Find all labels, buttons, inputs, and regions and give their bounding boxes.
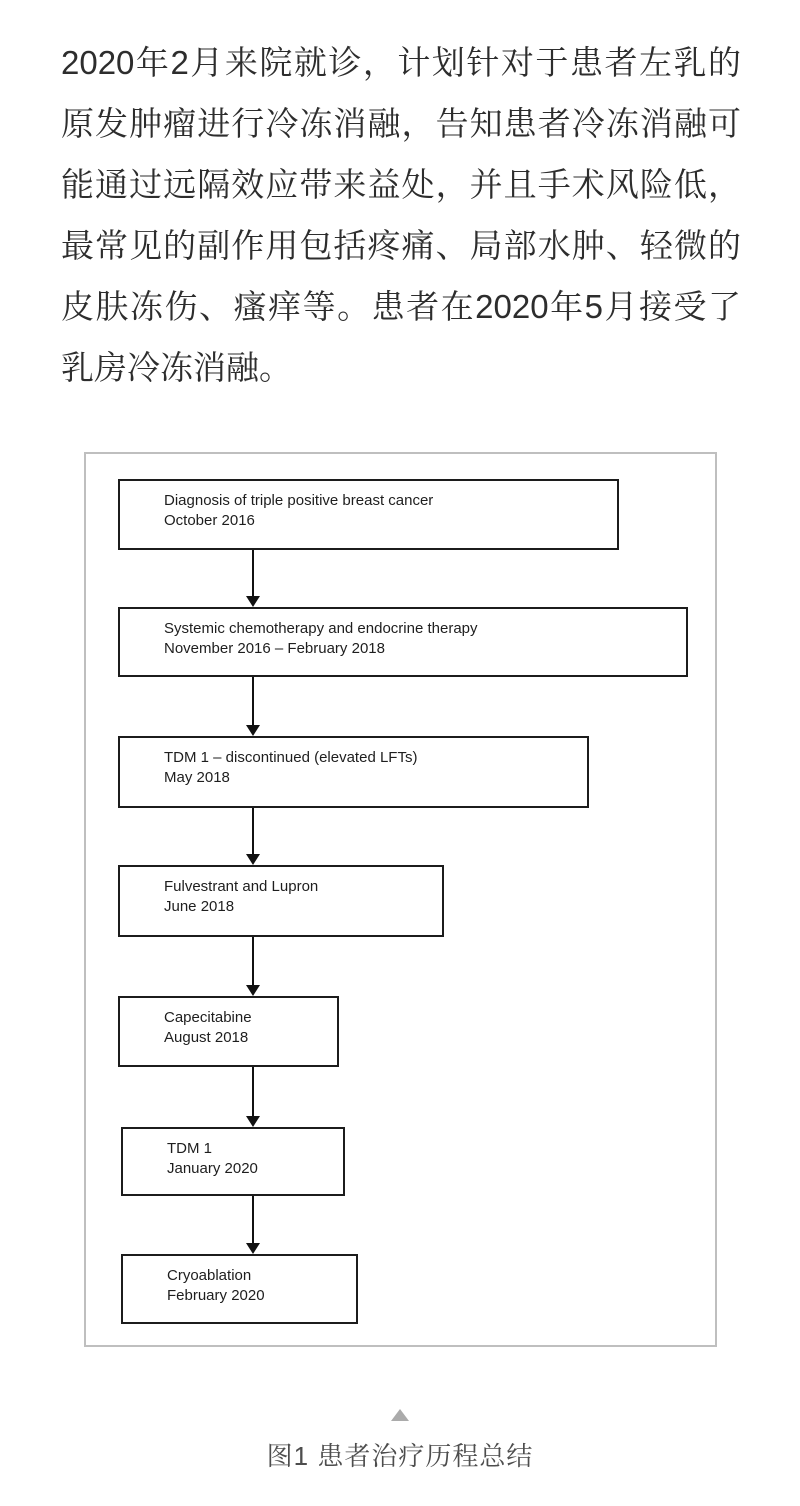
flow-step-date: June 2018 <box>164 898 235 915</box>
down-arrow-icon <box>246 677 260 736</box>
flow-step-label: TDM 1 <box>167 1140 212 1157</box>
flow-step-label: Cryoablation <box>167 1267 252 1284</box>
flow-step-date: October 2016 <box>164 512 255 529</box>
treatment-timeline-figure <box>84 452 717 1347</box>
down-arrow-icon <box>246 937 260 996</box>
triangle-up-icon <box>391 1409 409 1421</box>
paragraph-line: 能通过远隔效应带来益处，并且手术风险低， <box>61 166 741 203</box>
flow-step-capecitabine <box>118 996 339 1067</box>
flow-step-label: Diagnosis of triple positive breast cancer <box>164 492 434 509</box>
flow-step-tdm1-discontinued <box>118 736 589 808</box>
down-arrow-icon <box>246 550 260 607</box>
flow-step-fulvestrant-lupron <box>118 865 444 937</box>
flow-step-cryoablation <box>121 1254 358 1324</box>
paragraph-line: 最常见的副作用包括疼痛、局部水肿、轻微的 <box>61 227 741 264</box>
flow-step-chemotherapy <box>118 607 688 677</box>
case-summary-paragraph <box>61 32 741 398</box>
flow-step-date: May 2018 <box>164 769 230 786</box>
paragraph-line: 皮肤冻伤、瘙痒等。患者在2020年5月接受了 <box>61 288 741 325</box>
flow-step-date: February 2020 <box>167 1287 265 1304</box>
paragraph-line: 原发肿瘤进行冷冻消融，告知患者冷冻消融可 <box>61 105 741 142</box>
down-arrow-icon <box>246 1067 260 1127</box>
flow-step-diagnosis <box>118 479 619 550</box>
down-arrow-icon <box>246 1196 260 1254</box>
flow-step-label: Systemic chemotherapy and endocrine therapy <box>164 620 478 637</box>
flow-step-date: November 2016 – February 2018 <box>164 640 385 657</box>
flow-step-tdm1 <box>121 1127 345 1196</box>
paragraph-line: 乳房冷冻消融。 <box>61 349 292 386</box>
paragraph-line: 2020年2月来院就诊，计划针对于患者左乳的 <box>61 44 741 81</box>
flow-step-label: TDM 1 – discontinued (elevated LFTs) <box>164 749 418 766</box>
flow-step-label: Capecitabine <box>164 1009 252 1026</box>
figure-caption: 图1 患者治疗历程总结 <box>266 1441 534 1471</box>
flow-step-date: January 2020 <box>167 1160 258 1177</box>
down-arrow-icon <box>246 808 260 865</box>
flow-step-date: August 2018 <box>164 1029 249 1046</box>
flow-step-label: Fulvestrant and Lupron <box>164 878 319 895</box>
